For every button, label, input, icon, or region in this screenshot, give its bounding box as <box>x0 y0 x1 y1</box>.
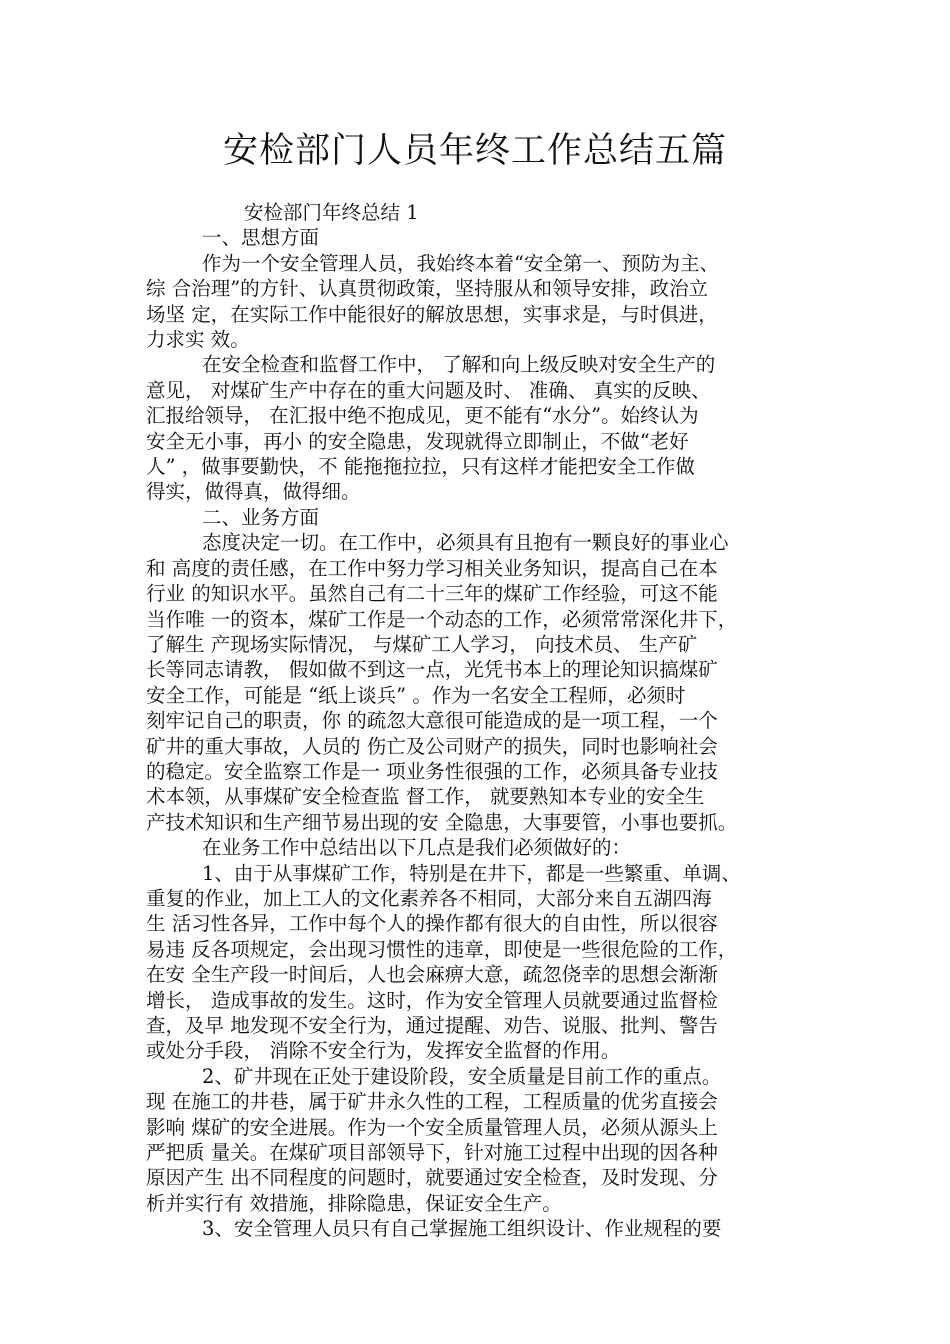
text-line: 产技术知识和生产细节易出现的安 全隐患，大事要管，小事也要抓。 <box>146 810 738 834</box>
text-line: 析并实行有 效措施，排除隐患，保证安全生产。 <box>146 1191 562 1215</box>
text-line: 2、矿井现在正处于建设阶段，安全质量是目前工作的重点。 <box>202 1064 722 1088</box>
text-line: 综 合治理”的方针、认真贯彻政策，坚持服从和领导安排，政治立 <box>146 277 709 301</box>
text-line: 安全工作，可能是 “纸上谈兵” 。作为一名安全工程师，必须时 <box>146 683 686 707</box>
text-line: 易违 反各项规定，会出现习惯性的违章，即使是一些很危险的工作， <box>146 937 738 961</box>
text-line: 在安全检查和监督工作中， 了解和向上级反映对安全生产的 <box>202 353 716 377</box>
document-body <box>146 200 810 1242</box>
text-line: 了解生 产现场实际情况， 与煤矿工人学习， 向技术员、 生产矿 <box>146 632 698 656</box>
text-line: 3、安全管理人员只有自己掌握施工组织设计、作业规程的要 <box>202 1217 722 1241</box>
text-line: 在安 全生产段一时间后，人也会麻痹大意，疏忽侥幸的思想会渐渐 <box>146 963 718 987</box>
text-line: 术本领，从事煤矿安全检查监 督工作， 就要熟知本专业的安全生 <box>146 785 705 809</box>
section-heading: 一、思想方面 <box>202 226 320 250</box>
text-line: 长等同志请教， 假如做不到这一点，光凭书本上的理论知识搞煤矿 <box>146 658 718 682</box>
text-line: 场坚 定，在实际工作中能很好的解放思想，实事求是，与时俱进， <box>146 302 718 326</box>
text-line: 安全无小事，再小 的安全隐患，发现就得立即制止，不做“老好 <box>146 429 689 453</box>
text-line: 原因产生 出不同程度的问题时，就要通过安全检查，及时发现、分 <box>146 1166 718 1190</box>
text-line: 生 活习性各异，工作中每个人的操作都有很大的自由性，所以很容 <box>146 912 718 936</box>
paragraph <box>146 1216 810 1241</box>
paragraph <box>146 1064 810 1216</box>
text-line: 查，及早 地发现不安全行为，通过提醒、劝告、说服、批判、警告 <box>146 1014 718 1037</box>
text-line: 现 在施工的井巷，属于矿井永久性的工程，工程质量的优劣直接会 <box>146 1090 718 1114</box>
paragraph <box>146 251 810 353</box>
text-line: 力求实 效。 <box>146 328 250 352</box>
text-line: 意见， 对煤矿生产中存在的重大问题及时、 准确、 真实的反映、 <box>146 378 711 402</box>
text-line: 严把质 量关。在煤矿项目部领导下，针对施工过程中出现的因各种 <box>146 1141 718 1165</box>
text-line: 得实，做得真，做得细。 <box>146 480 361 504</box>
subtitle: 安检部门年终总结 1 <box>244 201 419 224</box>
text-line: 汇报给领导， 在汇报中绝不抱成见，更不能有“水分”。始终认为 <box>146 404 699 428</box>
document-title: 安检部门人员年终工作总结五篇 <box>222 131 727 171</box>
text-line: 在业务工作中总结出以下几点是我们必须做好的： <box>202 836 632 860</box>
text-line: 1、由于从事煤矿工作，特别是在井下，都是一些繁重、单调、 <box>202 861 741 885</box>
text-line: 作为一个安全管理人员，我始终本着“安全第一、预防为主、 <box>202 251 719 275</box>
paragraph <box>146 861 810 1064</box>
text-line: 或处分手段， 消除不安全行为，发挥安全监督的作用。 <box>146 1039 621 1063</box>
text-line: 人” ，做事要勤快，不 能拖拖拉拉，只有这样才能把安全工作做 <box>146 455 695 479</box>
section-heading: 二、业务方面 <box>202 505 320 529</box>
text-line: 刻牢记自己的职责，你 的疏忽大意很可能造成的是一项工程，一个 <box>146 709 718 733</box>
text-line: 影响 煤矿的安全进展。作为一个安全质量管理人员，必须从源头上 <box>146 1115 718 1139</box>
paragraph <box>146 352 810 504</box>
text-line: 和 高度的责任感，在工作中努力学习相关业务知识，提高自己在本 <box>146 556 718 580</box>
text-line: 的稳定。安全监察工作是一 项业务性很强的工作，必须具备专业技 <box>146 759 718 783</box>
text-line: 态度决定一切。在工作中，必须具有且抱有一颗良好的事业心 <box>202 531 729 555</box>
text-line: 行业 的知识水平。虽然自己有二十三年的煤矿工作经验，可这不能 <box>146 582 718 606</box>
text-line: 矿井的重大事故，人员的 伤亡及公司财产的损失，同时也影响社会 <box>146 734 718 758</box>
paragraph <box>146 530 810 835</box>
text-line: 当作唯 一的资本，煤矿工作是一个动态的工作，必须常常深化井下， <box>146 607 738 631</box>
text-line: 增长， 造成事故的发生。这时，作为安全管理人员就要通过监督检 <box>146 988 718 1012</box>
paragraph <box>146 835 810 860</box>
text-line: 重复的作业，加上工人的文化素养各不相同，大部分来自五湖四海 <box>146 886 712 910</box>
